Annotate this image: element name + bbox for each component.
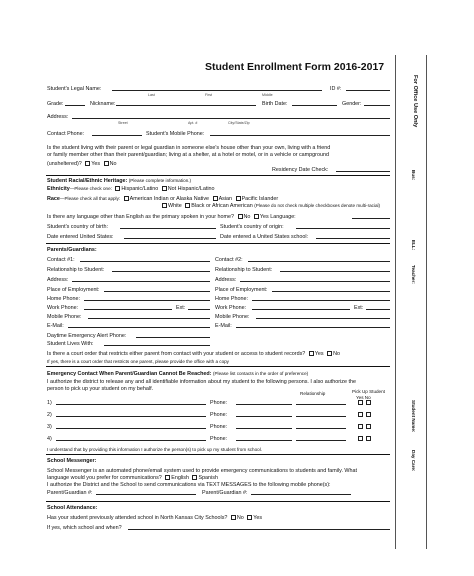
race-check-note: —Please check all that apply: (59, 196, 121, 201)
relationship-column-header: Relationship (300, 391, 326, 396)
pickup-column-header: Pick Up Student (352, 389, 385, 394)
living-yes-label: Yes (91, 161, 101, 167)
work-phone2-field[interactable] (252, 309, 350, 310)
attendance-if-yes-label: If yes, which school and when? (47, 525, 122, 531)
nickname-field[interactable] (116, 105, 256, 106)
emergency-row-1-pickup (356, 400, 372, 406)
contact-phone-field[interactable] (92, 135, 142, 136)
office-ell-label: ELL: (411, 240, 416, 251)
emergency-row-1-number: 1) (47, 400, 52, 406)
not-hispanic-checkbox[interactable] (162, 186, 167, 191)
asian-checkbox[interactable] (213, 196, 218, 201)
attendance-no-checkbox[interactable] (231, 515, 236, 520)
contact1-label: Contact #1: (47, 257, 75, 263)
parents-heading: Parents/Guardians: (47, 247, 97, 253)
legal-name-field[interactable] (112, 90, 322, 91)
court-no-label: No (333, 351, 340, 357)
not-hispanic-label: Not Hispanic/Latino (167, 186, 215, 192)
living-no-label: No (109, 161, 117, 167)
court-yes-checkbox[interactable] (309, 351, 314, 356)
sub-city: City/State/Zip (228, 121, 250, 125)
home-phone1-label: Home Phone: (47, 296, 80, 302)
ethnicity-label: Ethnicity (47, 186, 70, 192)
living-yes-checkbox[interactable] (85, 161, 90, 166)
section-divider (46, 366, 390, 367)
attendance-question: Has your student previously attended school in North Kansas City Schools? (47, 515, 228, 521)
messenger-p3: I authorize the District and the School to send communications via TEXT MESSAGES to the following mobile phone(s): (47, 482, 331, 488)
sub-apt: Apt. # (188, 121, 198, 125)
row-4-no-checkbox[interactable] (366, 436, 371, 441)
multi-note: (Please do not check multiple checkboxes denote multi-racial) (254, 203, 381, 208)
grade-field[interactable] (65, 105, 85, 106)
language-no-checkbox[interactable] (238, 214, 243, 219)
section-divider (46, 175, 390, 176)
employment1-label: Place of Employment: (47, 287, 100, 293)
employment2-field[interactable] (272, 291, 390, 292)
emergency-row-4-relationship[interactable] (296, 440, 346, 441)
attendance-no-label: No (236, 515, 244, 521)
court-question: Is there a court order that restricts either parent from contact with your student or access to student records? (47, 351, 306, 357)
student-lives-label: Student Lives With: (47, 341, 94, 347)
emergency-row-2-phone-label: Phone: (210, 412, 228, 418)
pickup-yes-no-header: Yes No (356, 395, 371, 400)
hispanic-label: Hispanic/Latino (121, 186, 159, 192)
emergency-row-4-pickup (356, 436, 372, 442)
emergency-row-3-phone-label: Phone: (210, 424, 228, 430)
gender-field[interactable] (364, 105, 390, 106)
ext2-field[interactable] (366, 309, 390, 310)
sub-middle: Middle (262, 93, 273, 97)
emergency-row-2-phone[interactable] (236, 416, 292, 417)
attendance-yes-label: Yes (253, 515, 263, 521)
emergency-row-1-phone[interactable] (236, 404, 292, 405)
emergency-authorize-2: person to pick up your student on my behalf. (47, 386, 154, 392)
court-note: If yes, there is a court order that restricts one parent, please provide the office with a copy (47, 359, 229, 364)
birth-country-field[interactable] (120, 228, 216, 229)
mobile-phone-label: Student's Mobile Phone: (146, 131, 205, 137)
living-question-1: Is the student living with their parent or legal guardian in someone else's house other than your own, living with a friend (47, 145, 331, 151)
emergency-row-1-relationship[interactable] (296, 404, 346, 405)
email2-label: E-Mail: (215, 323, 232, 329)
relationship1-field[interactable] (112, 271, 210, 272)
parent1-address-field[interactable] (72, 281, 210, 282)
home-phone1-field[interactable] (84, 300, 210, 301)
date-entered-field[interactable] (124, 238, 216, 239)
messenger-heading: School Messenger: (47, 458, 97, 464)
relationship1-label: Relationship to Student: (47, 267, 105, 273)
black-checkbox[interactable] (185, 203, 190, 208)
emergency-row-4-number: 4) (47, 436, 52, 442)
emergency-authorize: I authorize the district to release any and all identifiable information about my student to the following persons. I also authorize the (47, 379, 356, 385)
race-label: Race (47, 196, 60, 202)
origin-country-field[interactable] (296, 228, 390, 229)
sub-last: Last (148, 93, 155, 97)
emergency-heading-row (47, 371, 308, 377)
row-1-yes-checkbox[interactable] (358, 400, 363, 405)
emergency-row-2-pickup (356, 412, 372, 418)
attendance-if-yes-field[interactable] (128, 529, 390, 530)
messenger-p2: language would you prefer for communications? (47, 475, 162, 481)
employment1-field[interactable] (104, 291, 210, 292)
office-use-label: For Office Use Only (412, 75, 418, 128)
court-no-checkbox[interactable] (327, 351, 332, 356)
emergency-heading: Emergency Contact When Parent/Guardian Cannot Be Reached: (47, 371, 212, 377)
office-daycare-label: Day Care: (411, 450, 416, 472)
messenger-language-row (47, 475, 218, 481)
row-4-yes-checkbox[interactable] (358, 436, 363, 441)
amer-indian-label: American Indian or Alaska Native (129, 196, 210, 202)
emergency-row-3-number: 3) (47, 424, 52, 430)
ethnic-heading-row (47, 178, 191, 184)
origin-country-label: Student's country of origin: (220, 224, 284, 230)
page-title: Student Enrollment Form 2016-2017 (205, 61, 385, 73)
emergency-row-3-name[interactable] (56, 428, 206, 429)
mobile-phone2-label: Mobile Phone: (215, 314, 250, 320)
parent2-address-field[interactable] (240, 281, 390, 282)
language-no-label: No (243, 214, 251, 220)
email1-label: E-Mail: (47, 323, 64, 329)
email2-field[interactable] (236, 327, 390, 328)
relationship2-label: Relationship to Student: (215, 267, 273, 273)
grade-label: Grade: (47, 101, 64, 107)
office-use-column (395, 55, 427, 549)
messenger-guardian-2-field[interactable] (251, 494, 351, 495)
parent2-address-label: Address: (215, 277, 237, 283)
legal-name-label: Student's Legal Name: (47, 86, 102, 92)
residency-date-field[interactable] (336, 171, 390, 172)
birth-country-label: Student's country of birth: (47, 224, 108, 230)
living-question-3: (unsheltered)? (47, 161, 82, 167)
emergency-row-3-phone[interactable] (236, 428, 292, 429)
date-enrolled-label: Date entered a United States school: (220, 234, 309, 240)
messenger-guardian-1-label: Parent/Guardian #: (47, 490, 93, 496)
language-yes-checkbox[interactable] (254, 214, 259, 219)
section-divider (46, 243, 390, 244)
home-phone2-field[interactable] (252, 300, 390, 301)
ethnicity-check-note: —Please check one: (69, 186, 112, 191)
mobile-phone1-label: Mobile Phone: (47, 314, 82, 320)
emergency-row-3-pickup (356, 424, 372, 430)
mobile-phone1-field[interactable] (88, 318, 210, 319)
address-field[interactable] (72, 118, 390, 119)
row-2-yes-checkbox[interactable] (358, 412, 363, 417)
amer-indian-checkbox[interactable] (124, 196, 129, 201)
id-field[interactable] (346, 90, 390, 91)
language-question: Is there any language other than English as the primary spoken in your home? (47, 214, 234, 220)
mobile-phone-field[interactable] (210, 135, 390, 136)
white-label: White (168, 203, 182, 209)
contact1-field[interactable] (80, 261, 210, 262)
daytime-phone-label: Daytime Emergency Alert Phone: (47, 333, 127, 339)
living-no-checkbox[interactable] (104, 161, 109, 166)
emergency-row-1-name[interactable] (56, 404, 206, 405)
residency-date-label: Residency Date Check: (272, 167, 329, 173)
contact-phone-label: Contact Phone: (47, 131, 85, 137)
pacific-checkbox[interactable] (236, 196, 241, 201)
messenger-p1: School Messenger is an automated phone/email system used to provide emergency communications to students and family. What (47, 468, 358, 474)
office-bus-label: Bus: (411, 170, 416, 181)
date-entered-label: Date entered United States: (47, 234, 114, 240)
ethnic-complete-note: (Please complete information.) (128, 178, 192, 183)
email1-field[interactable] (68, 327, 210, 328)
white-checkbox[interactable] (162, 203, 167, 208)
court-row (47, 351, 340, 357)
office-student-label: Student Name: (411, 400, 416, 433)
attendance-row (47, 515, 262, 521)
living-question-row (47, 161, 116, 167)
asian-label: Asian (218, 196, 233, 202)
court-yes-label: Yes (314, 351, 324, 357)
work-phone2-label: Work Phone: (215, 305, 247, 311)
mobile-phone2-field[interactable] (256, 318, 390, 319)
id-label: ID #: (330, 86, 342, 92)
nickname-label: Nickname: (90, 101, 116, 107)
hispanic-checkbox[interactable] (115, 186, 120, 191)
home-phone2-label: Home Phone: (215, 296, 248, 302)
sub-first: First (205, 93, 212, 97)
employment2-label: Place of Employment: (215, 287, 268, 293)
section-divider (46, 454, 390, 455)
race-row-2 (160, 203, 380, 209)
black-label: Black or African American (191, 203, 253, 209)
spanish-label: Spanish (198, 475, 218, 481)
ext1-field[interactable] (188, 309, 210, 310)
relationship2-field[interactable] (280, 271, 390, 272)
work-phone1-label: Work Phone: (47, 305, 79, 311)
row-3-no-checkbox[interactable] (366, 424, 371, 429)
work-phone1-field[interactable] (84, 309, 172, 310)
ethnic-heading: Student Racial/Ethnic Heritage: (47, 178, 128, 184)
ethnicity-row (47, 186, 215, 192)
parent1-address-label: Address: (47, 277, 69, 283)
emergency-row-2-number: 2) (47, 412, 52, 418)
sub-street: Street (118, 121, 128, 125)
messenger-guardian-2-label: Parent/Guardian #: (202, 490, 248, 496)
emergency-row-2-relationship[interactable] (296, 416, 346, 417)
living-question-2: or family member other than their parent/guardian; living at a shelter, at a hotel or motel, or in a vehicle or campground (47, 152, 329, 158)
language-yes-label: Yes (259, 214, 269, 220)
emergency-heading-note: (Please list contacts in the order of preference) (212, 371, 309, 376)
pacific-label: Pacific Islander (241, 196, 279, 202)
language-field[interactable] (352, 218, 390, 219)
ext1-label: Ext: (176, 305, 186, 311)
contact2-field[interactable] (248, 261, 390, 262)
messenger-guardian-1-field[interactable] (96, 494, 196, 495)
spanish-checkbox[interactable] (192, 475, 197, 480)
student-lives-field[interactable] (104, 345, 210, 346)
race-row (47, 196, 278, 202)
section-divider (46, 501, 390, 502)
birth-date-field[interactable] (292, 105, 337, 106)
emergency-row-1-phone-label: Phone: (210, 400, 228, 406)
emergency-row-4-phone-label: Phone: (210, 436, 228, 442)
daytime-phone-field[interactable] (136, 337, 210, 338)
address-label: Address: (47, 114, 69, 120)
row-2-no-checkbox[interactable] (366, 412, 371, 417)
emergency-row-3-relationship[interactable] (296, 428, 346, 429)
birth-date-label: Birth Date: (262, 101, 288, 107)
row-1-no-checkbox[interactable] (366, 400, 371, 405)
row-3-yes-checkbox[interactable] (358, 424, 363, 429)
emergency-note: I understand that by providing this information I authorize the person(s) to pick up my student from school. (47, 447, 262, 452)
office-teacher-label: Teacher: (411, 265, 416, 284)
english-checkbox[interactable] (165, 475, 170, 480)
ext2-label: Ext: (354, 305, 364, 311)
language-row (47, 214, 296, 220)
language-label: Language: (270, 214, 296, 220)
emergency-row-4-name[interactable] (56, 440, 206, 441)
english-label: English (171, 475, 189, 481)
emergency-row-2-name[interactable] (56, 416, 206, 417)
attendance-heading: School Attendance: (47, 505, 98, 511)
date-enrolled-field[interactable] (316, 238, 390, 239)
attendance-yes-checkbox[interactable] (247, 515, 252, 520)
emergency-row-4-phone[interactable] (236, 440, 292, 441)
gender-label: Gender: (342, 101, 362, 107)
contact2-label: Contact #2: (215, 257, 243, 263)
